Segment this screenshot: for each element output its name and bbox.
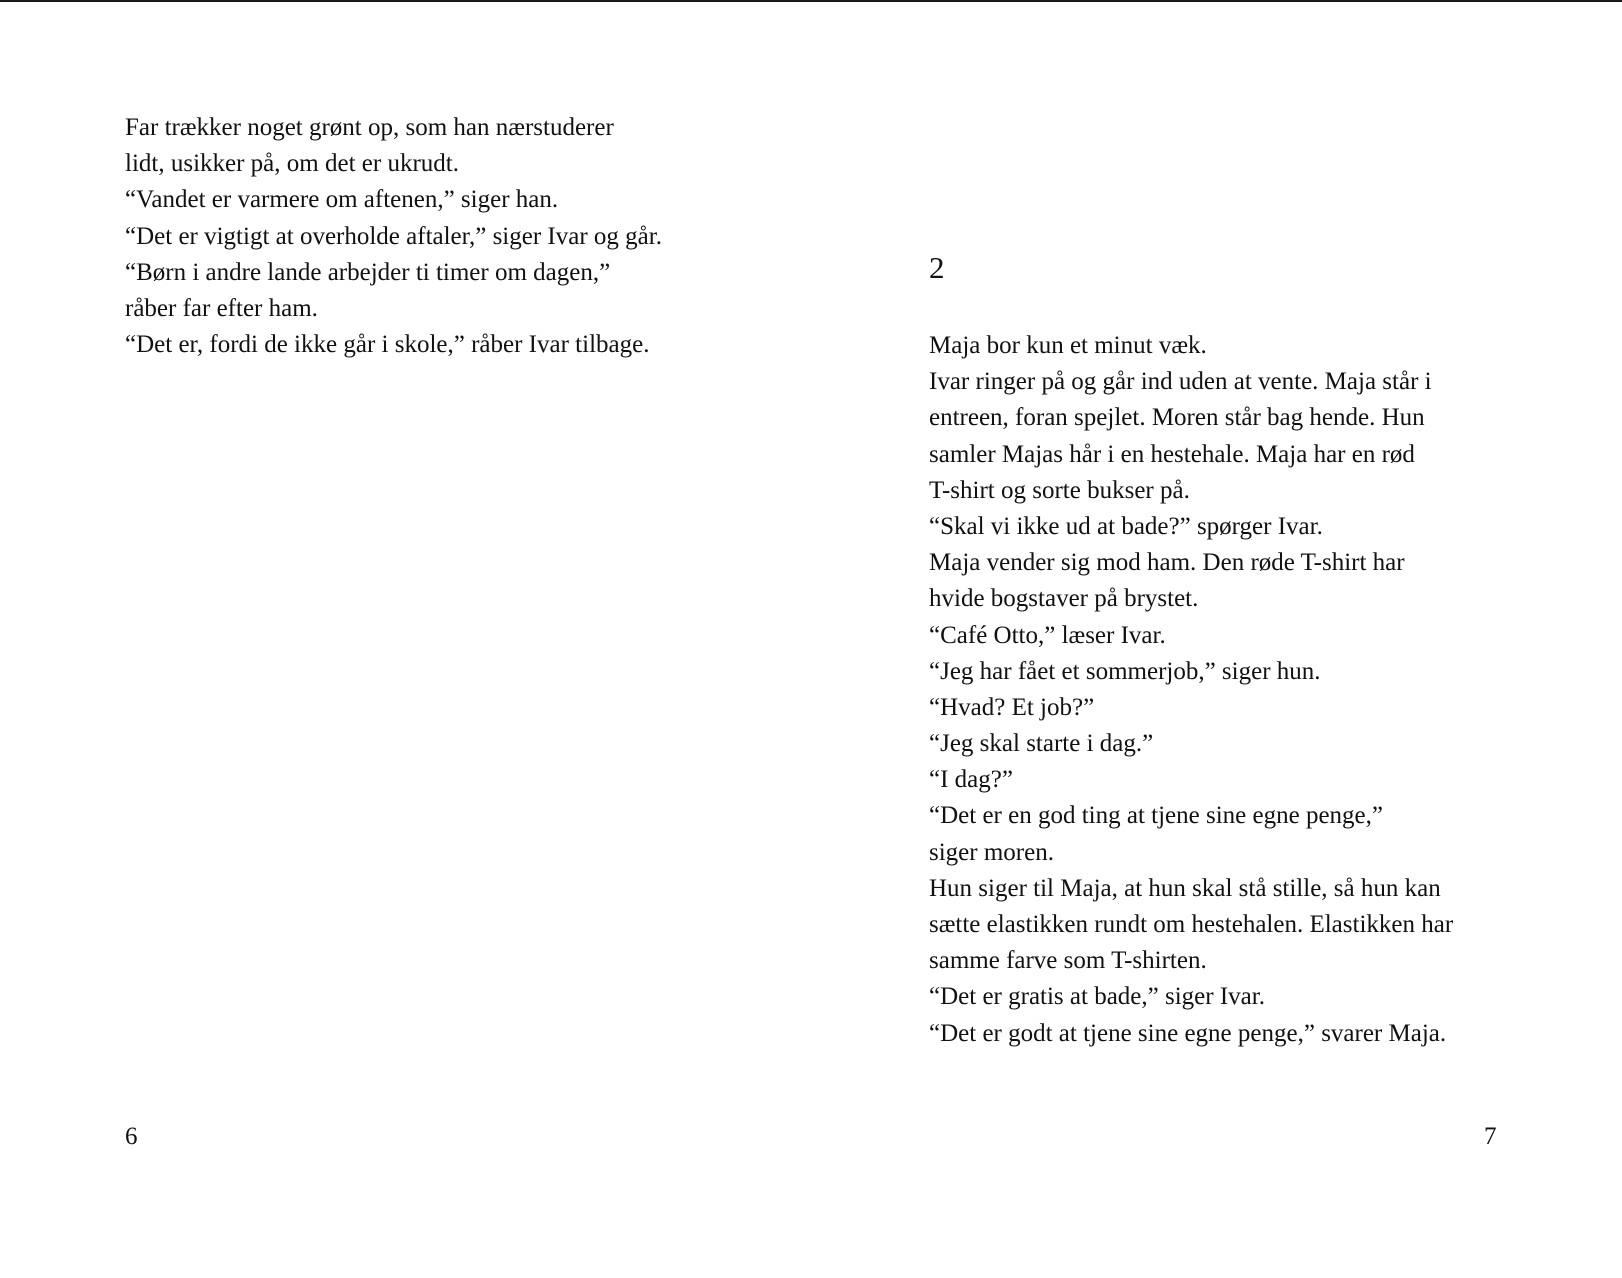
text-line: “Jeg har fået et sommerjob,” siger hun. — [929, 657, 1321, 685]
text-line: Maja bor kun et minut væk. — [929, 332, 1207, 359]
text-line: “Café Otto,” læser Ivar. — [929, 621, 1166, 649]
text-line: “Vandet er varmere om aftenen,” siger han. — [125, 186, 559, 214]
text-line: Hun siger til Maja, at hun skal stå stille, så hun kan — [929, 874, 1441, 902]
text-line: “Det er en god ting at tjene sine egne penge,” — [929, 802, 1383, 830]
left-page-body — [125, 110, 662, 363]
right-page-body — [929, 328, 1453, 1052]
text-line: “Det er godt at tjene sine egne penge,” svarer Maja. — [929, 1019, 1447, 1047]
chapter-number: 2 — [929, 250, 945, 285]
text-line: T-shirt og sorte bukser på. — [929, 476, 1190, 504]
text-line: “Børn i andre lande arbejder ti timer om dagen,” — [125, 258, 611, 286]
text-line: “Det er gratis at bade,” siger Ivar. — [929, 983, 1265, 1011]
text-line: samler Majas hår i en hestehale. Maja har en rød — [929, 440, 1415, 468]
text-line: råber far efter ham. — [125, 294, 318, 322]
text-line: entreen, foran spejlet. Moren står bag hende. Hun — [929, 404, 1425, 432]
text-line: “Hvad? Et job?” — [929, 693, 1095, 721]
text-line: “Skal vi ikke ud at bade?” spørger Ivar. — [929, 512, 1323, 540]
text-line: Ivar ringer på og går ind uden at vente. Maja står i — [929, 368, 1432, 396]
page-number-left: 6 — [125, 1123, 138, 1150]
text-line: sætte elastikken rundt om hestehalen. Elastikken har — [929, 911, 1454, 938]
text-line: “Det er, fordi de ikke går i skole,” råber Ivar tilbage. — [125, 331, 650, 359]
text-line: Far trækker noget grønt op, som han nærstuderer — [125, 114, 614, 141]
right-page — [811, 0, 1622, 1278]
text-line: Maja vender sig mod ham. Den røde T-shirt har — [929, 549, 1405, 577]
text-line: hvide bogstaver på brystet. — [929, 585, 1199, 613]
text-line: “Det er vigtigt at overholde aftaler,” siger Ivar og går. — [125, 222, 662, 250]
text-line: siger moren. — [929, 838, 1054, 866]
text-line: lidt, usikker på, om det er ukrudt. — [125, 150, 459, 178]
text-line: “Jeg skal starte i dag.” — [929, 730, 1154, 758]
text-line: “I dag?” — [929, 766, 1013, 794]
page-number-right: 7 — [1484, 1123, 1497, 1150]
text-line: samme farve som T-shirten. — [929, 947, 1207, 975]
